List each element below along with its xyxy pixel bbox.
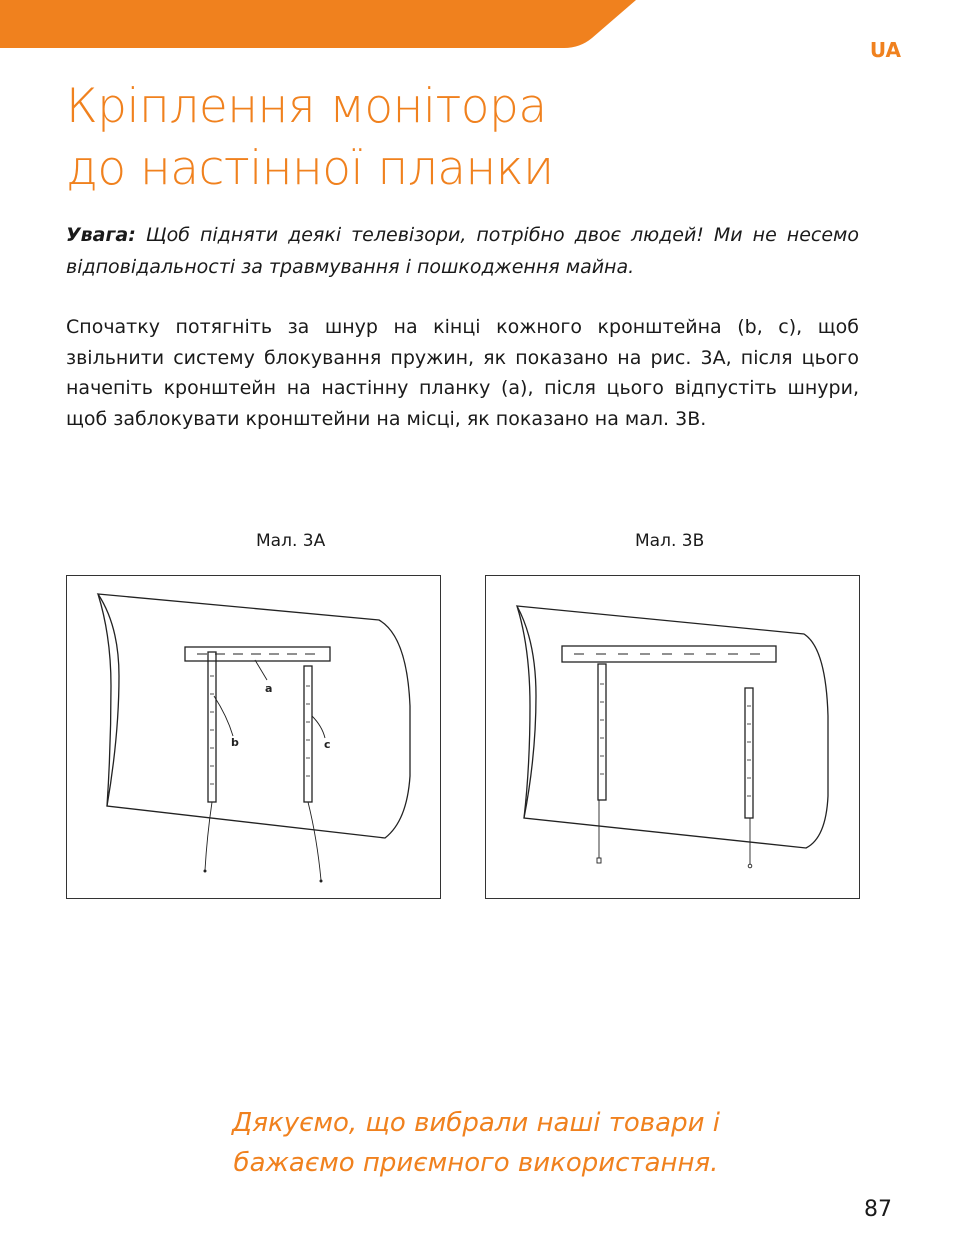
closing-message (66, 1103, 886, 1183)
label-a: a (265, 682, 273, 695)
label-c: c (324, 738, 331, 751)
warning-paragraph (66, 219, 859, 283)
closing-line2: бажаємо приємного використання. (233, 1148, 719, 1178)
page-number: 87 (864, 1197, 892, 1222)
header-band (0, 0, 954, 50)
figure-3b (485, 575, 860, 899)
closing-line1: Дякуємо, що вибрали наші товари і (232, 1108, 720, 1138)
page-title-line1: Кріплення монітора (66, 79, 547, 134)
instructions-paragraph: Спочатку потягніть за шнур на кінці кожного кронштейна (b, c), щоб звільнити систему блокування пружин, як показано на рис. 3A, після цього начепіть кронштейн на настінну планку (a), після цього відпустіть шнури, щоб заблокувати кронштейни на місці, як показано на мал. 3B. (66, 316, 859, 430)
figure-3b-caption: Мал. 3B (635, 531, 705, 551)
label-b: b (231, 736, 239, 749)
language-badge: UA (869, 38, 901, 62)
figure-3b-illustration (486, 576, 859, 898)
figure-3a (66, 575, 441, 899)
warning-label: Увага: (66, 224, 136, 246)
warning-text: Щоб підняти деякі телевізори, потрібно двоє людей! Ми не несемо відповідальності за травмування і пошкодження майна. (66, 224, 859, 278)
figure-3a-illustration (67, 576, 440, 898)
page-title-line2: до настінної планки (66, 141, 554, 196)
figure-3a-caption: Мал. 3A (256, 531, 326, 551)
page-title (66, 76, 886, 200)
